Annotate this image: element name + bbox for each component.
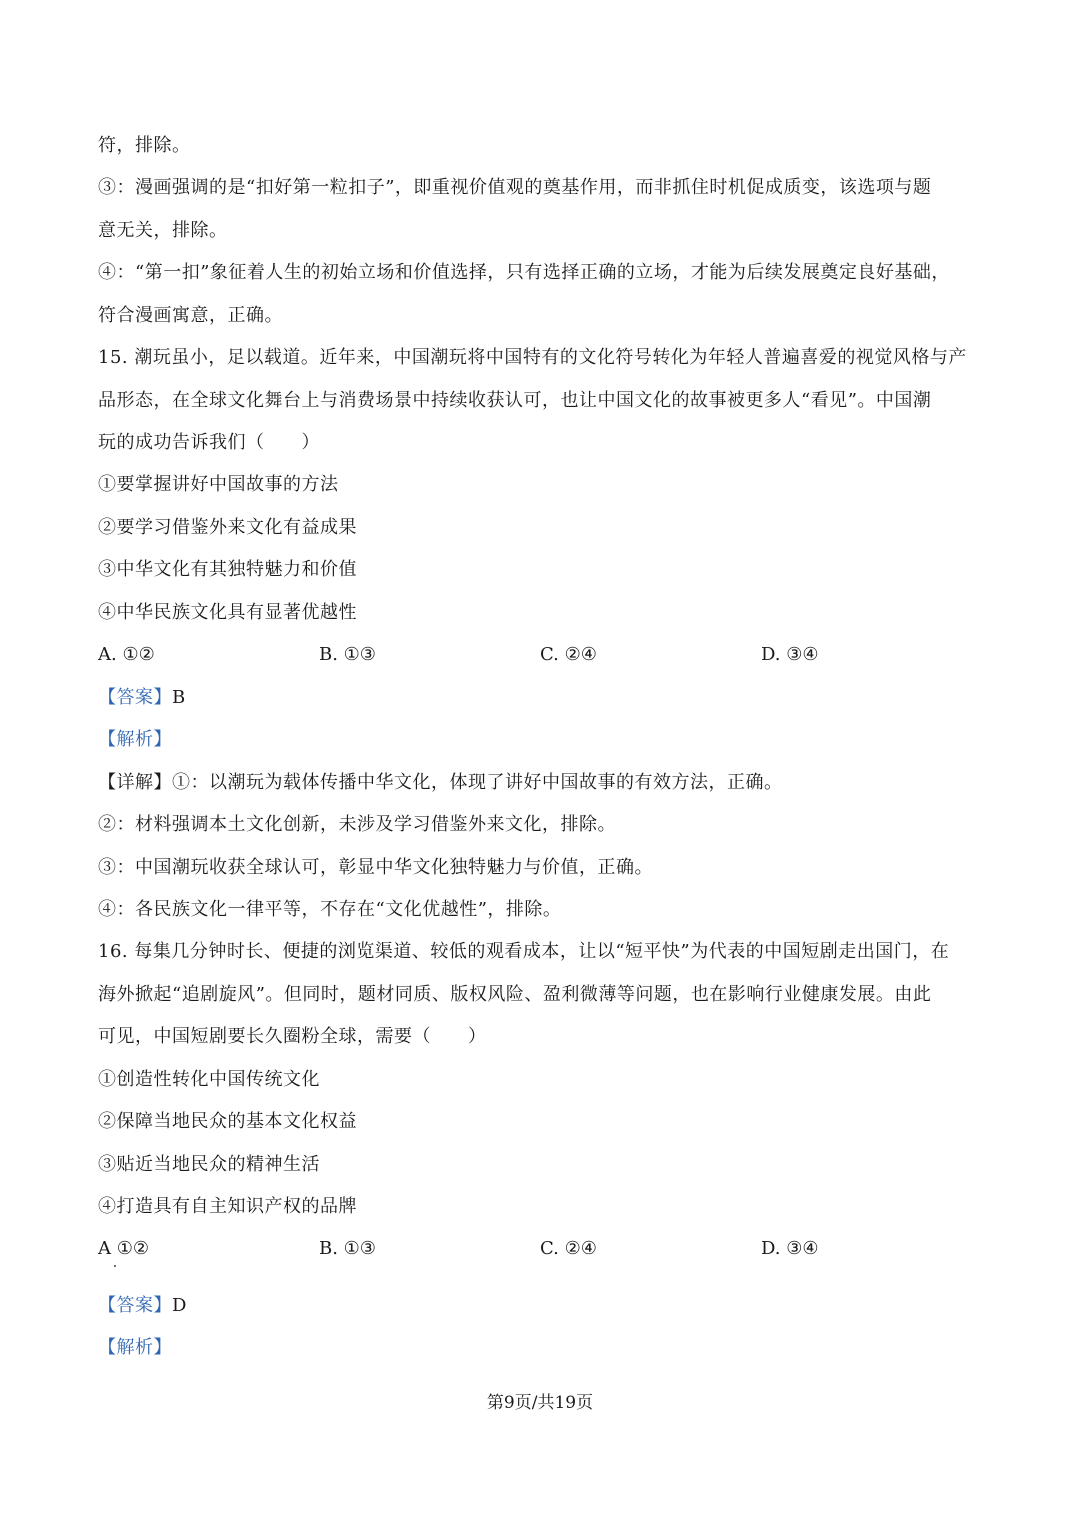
detail-line (98, 771, 783, 795)
text-line: 符合漫画寓意，正确。 (98, 305, 283, 326)
detail-line: ②：材料强调本土文化创新，未涉及学习借鉴外来文化，排除。 (98, 814, 616, 835)
stray-dot (114, 1265, 116, 1267)
option-d: D. ③④ (761, 644, 819, 665)
question-15-item: ③中华文化有其独特魅力和价值 (98, 559, 357, 580)
detail-line: ③：中国潮玩收获全球认可，彰显中华文化独特魅力与价值，正确。 (98, 857, 653, 878)
option-a: A. ①② (98, 644, 155, 665)
question-15-stem: 玩的成功告诉我们（ ） (98, 432, 320, 453)
answer-line (98, 1294, 187, 1318)
question-16-item: ②保障当地民众的基本文化权益 (98, 1111, 357, 1132)
analysis-label: 【解析】 (98, 729, 172, 750)
detail-label: 【详解】 (98, 772, 172, 793)
detail-line: ④：各民族文化一律平等，不存在“文化优越性”，排除。 (98, 899, 562, 920)
question-16-item: ④打造具有自主知识产权的品牌 (98, 1196, 357, 1217)
question-15-item: ②要学习借鉴外来文化有益成果 (98, 517, 357, 538)
text-line: 符，排除。 (98, 135, 191, 156)
question-15-item: ①要掌握讲好中国故事的方法 (98, 474, 339, 495)
option-a: A ①② (98, 1238, 149, 1259)
option-b: B. ①③ (319, 644, 376, 665)
text-line: ④：“第一扣”象征着人生的初始立场和价值选择，只有选择正确的立场，才能为后续发展奠定良好基础， (98, 262, 950, 283)
analysis-label: 【解析】 (98, 1337, 172, 1358)
answer-line (98, 686, 186, 710)
question-15-stem: 品形态，在全球文化舞台上与消费场景中持续收获认可，也让中国文化的故事被更多人“看见”。中国潮 (98, 390, 932, 411)
option-b: B. ①③ (319, 1238, 376, 1259)
question-16-stem: 海外掀起“追剧旋风”。但同时，题材同质、版权风险、盈利微薄等问题，也在影响行业健康发展。由此 (98, 984, 932, 1005)
answer-value: B (172, 687, 186, 708)
text-line: ③：漫画强调的是“扣好第一粒扣子”，即重视价值观的奠基作用，而非抓住时机促成质变，该选项与题 (98, 177, 932, 198)
question-15-stem: 15. 潮玩虽小，足以载道。近年来，中国潮玩将中国特有的文化符号转化为年轻人普遍喜爱的视觉风格与产 (98, 347, 967, 368)
text-line: 意无关，排除。 (98, 220, 228, 241)
question-15-item: ④中华民族文化具有显著优越性 (98, 602, 357, 623)
option-d: D. ③④ (761, 1238, 819, 1259)
question-16-item: ①创造性转化中国传统文化 (98, 1069, 320, 1090)
option-c: C. ②④ (540, 1238, 597, 1259)
question-16-stem: 可见，中国短剧要长久圈粉全球，需要（ ） (98, 1026, 487, 1047)
answer-value: D (172, 1295, 187, 1316)
answer-label: 【答案】 (98, 687, 172, 708)
option-c: C. ②④ (540, 644, 597, 665)
question-16-stem: 16. 每集几分钟时长、便捷的浏览渠道、较低的观看成本，让以“短平快”为代表的中国短剧走出国门，在 (98, 941, 950, 962)
answer-label: 【答案】 (98, 1295, 172, 1316)
detail-text: ①：以潮玩为载体传播中华文化，体现了讲好中国故事的有效方法，正确。 (172, 772, 783, 793)
page-footer: 第9页/共19页 (486, 1393, 594, 1413)
question-16-item: ③贴近当地民众的精神生活 (98, 1154, 320, 1175)
